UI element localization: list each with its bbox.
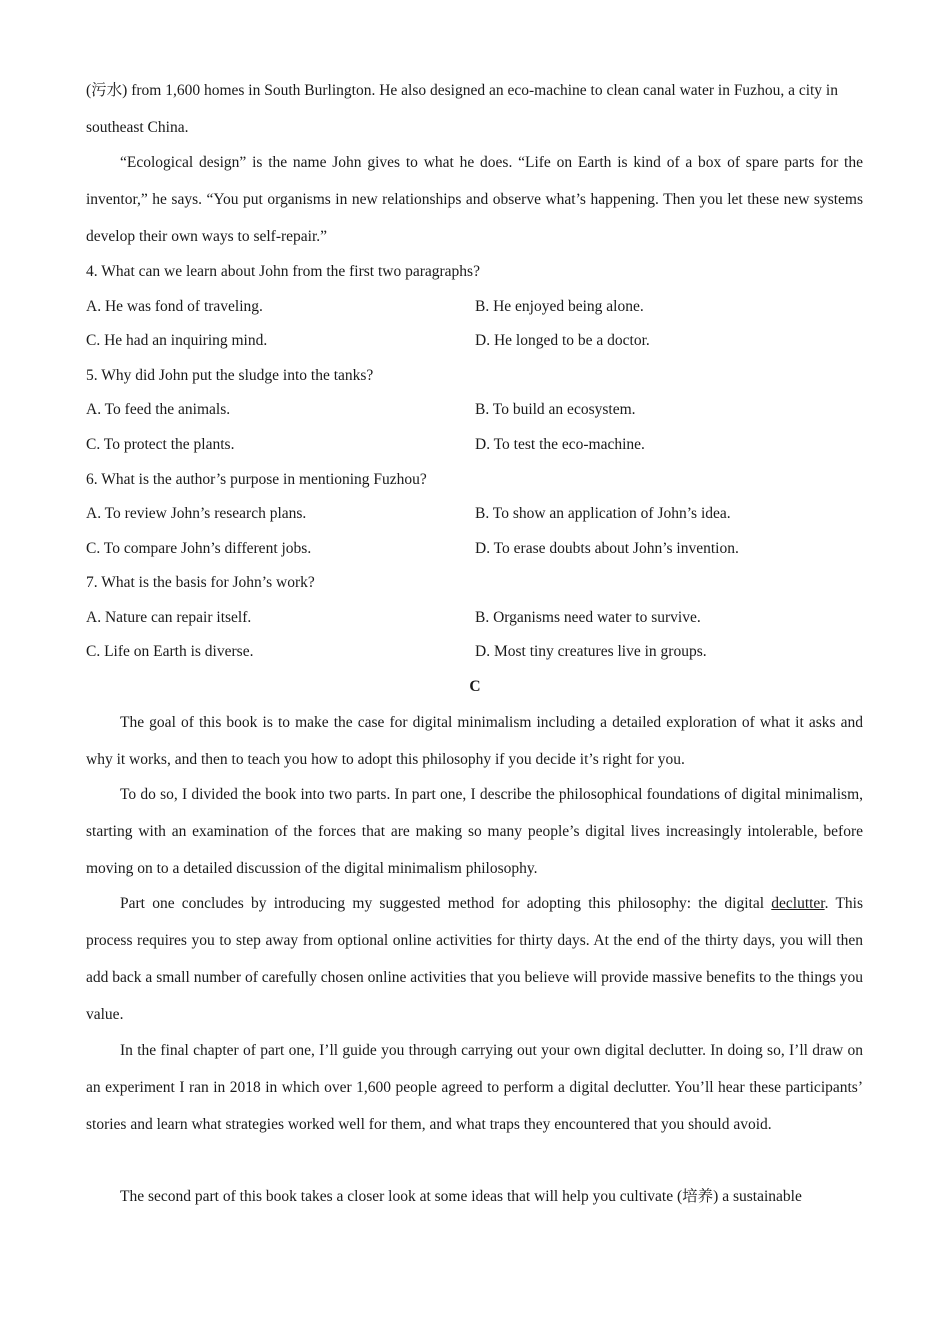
question-4-stem: 4. What can we learn about John from the first two paragraphs?: [86, 263, 480, 280]
question-5-option-d: D. To test the eco-machine.: [475, 436, 645, 453]
passage-c-paragraph-5: The second part of this book takes a closer look at some ideas that will help you cultivate (培养) a sustainable: [120, 1188, 802, 1205]
question-4-option-c: C. He had an inquiring mind.: [86, 332, 268, 349]
question-4-option-a: A. He was fond of traveling.: [86, 298, 263, 315]
question-6-option-c: C. To compare John’s different jobs.: [86, 540, 312, 557]
paragraph-3-text-start: Part one concludes by introducing my suggested method for adopting this philosophy: the digital: [120, 895, 772, 912]
question-5-option-a: A. To feed the animals.: [86, 401, 231, 418]
question-6-option-b: B. To show an application of John’s idea.: [475, 505, 731, 522]
question-7-option-b: B. Organisms need water to survive.: [475, 609, 701, 626]
question-7-option-c: C. Life on Earth is diverse.: [86, 643, 254, 660]
passage-c-paragraph-4: In the final chapter of part one, I’ll guide you through carrying out your own digital declutter. In doing so, I’ll draw on an experiment I ran in 2018 in which over 1,600 people agreed to perform a digital declutter. You’ll hear these participants’ stories and learn what strategies worked well for them, and what traps they encountered that you should avoid.: [86, 1042, 863, 1133]
passage-c-paragraph-1: The goal of this book is to make the case for digital minimalism including a detailed exploration of what it asks and why it works, and then to teach you how to adopt this philosophy if you decide it’s right for you.: [86, 714, 863, 768]
passage-b-paragraph-1: (污水) from 1,600 homes in South Burlington. He also designed an eco-machine to clean canal water in Fuzhou, a city in southeast China.: [86, 82, 838, 136]
question-4-option-d: D. He longed to be a doctor.: [475, 332, 650, 349]
question-5-option-c: C. To protect the plants.: [86, 436, 235, 453]
passage-b-paragraph-2: “Ecological design” is the name John gives to what he does. “Life on Earth is kind of a box of spare parts for the inventor,” he says. “You put organisms in new relationships and observe what’s happening. Then you let these new systems develop their own ways to self-repair.”: [86, 154, 863, 245]
underlined-word-declutter: declutter: [771, 895, 825, 912]
question-4-option-b: B. He enjoyed being alone.: [475, 298, 644, 315]
question-6-stem: 6. What is the author’s purpose in mentioning Fuzhou?: [86, 471, 427, 488]
question-7-stem: 7. What is the basis for John’s work?: [86, 574, 315, 591]
passage-c-paragraph-2: To do so, I divided the book into two parts. In part one, I describe the philosophical foundations of digital minimalism, starting with an examination of the forces that are making so many people’s digital lives increasingly intolerable, before moving on to a detailed discussion of the digital minimalism philosophy.: [86, 786, 863, 877]
question-7-option-d: D. Most tiny creatures live in groups.: [475, 643, 707, 660]
section-heading-c: C: [469, 678, 481, 695]
question-5-stem: 5. Why did John put the sludge into the tanks?: [86, 367, 374, 384]
question-6-option-a: A. To review John’s research plans.: [86, 505, 307, 522]
question-6-option-d: D. To erase doubts about John’s invention.: [475, 540, 739, 557]
question-5-option-b: B. To build an ecosystem.: [475, 401, 636, 418]
paragraph-3-text-end: . This process requires you to step away from optional online activities for thirty days. At the end of the thirty days, you will then add back a small number of carefully chosen online activities that you believe will provide massive benefits to the things you value.: [86, 895, 863, 1023]
question-7-option-a: A. Nature can repair itself.: [86, 609, 252, 626]
passage-c-paragraph-3: [86, 885, 863, 1033]
